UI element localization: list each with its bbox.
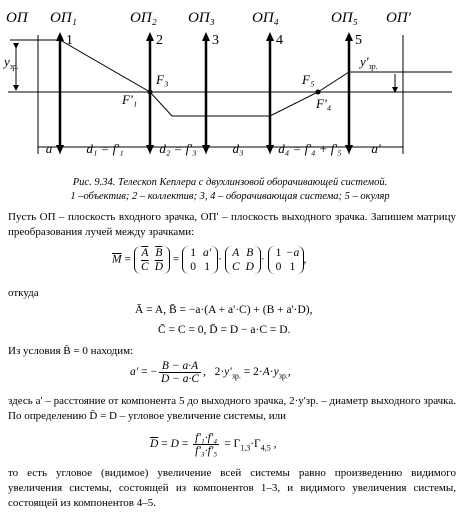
label-opprime: ОП' — [386, 10, 411, 26]
figure-caption-line2: 1 –объектив; 2 – коллектив; 3, 4 – оборачивающая система; 5 – окуляр — [70, 191, 390, 202]
equation-1: $\overline{M} = \overline{A}$ $\overline{B}$ $\overline{C}$ $\overline{D} = 1$ a' 0 1· A B C D· 1 −a 0 1, — [112, 247, 307, 273]
lens-arrowheads — [56, 32, 353, 154]
component-numbers — [66, 33, 362, 48]
label-op5: ОП₅ — [331, 10, 358, 26]
f1-point — [148, 90, 153, 95]
equation-3: C̄ = C = 0, D̄ = D − a·C = D. — [158, 324, 291, 336]
f5-label: F₅ — [302, 72, 315, 87]
svg-text:2: 2 — [156, 33, 163, 48]
ray-path — [10, 40, 452, 116]
equation-5: $\overline{D} = D$ = $\frac{\text{f'₁·f'₄}}{\text{f'₃·f'₅}}$ = $\Gamma_{1,3}\cdot\Gamma_{4,5}$ , — [150, 432, 277, 457]
f4p-label: F'₄ — [316, 96, 332, 111]
svg-text:5: 5 — [355, 33, 362, 48]
paragraph-1: Пусть ОП – плоскость входного зрачка, ОП' – плоскость выходного зрачка. Запишем матрицу преобразования лучей между зрачками: — [8, 211, 456, 238]
svg-text:1: 1 — [66, 33, 73, 48]
equation-4: a' = − $\frac{B - a\cdot A}{D - a\cdot C}$ , $2\cdot y'_{зр.} = 2\cdot A\cdot y_{зр.}$, — [130, 360, 291, 385]
svg-text:d₂ = f'₃: d₂ = f'₃ — [159, 141, 197, 156]
svg-text:a: a — [45, 141, 53, 156]
f3-label: F₃ — [156, 72, 169, 87]
label-op2: ОП₂ — [130, 10, 157, 26]
paragraph-2: откуда — [8, 287, 39, 299]
paragraph-4: здесь a' – расстояние от компонента 5 до выходного зрачка, 2·y'зр. – диаметр выходного зрачка. По определению D̄ = D – угловое увеличение системы, или — [8, 395, 456, 422]
lenses — [60, 38, 349, 148]
svg-text:3: 3 — [212, 33, 219, 48]
y-label: $y_{зр.}$ — [4, 54, 19, 71]
svg-text:d₃: d₃ — [232, 141, 244, 156]
paragraph-3: Из условия B̄ = 0 находим: — [8, 345, 134, 357]
label-op4: ОП₄ — [252, 10, 279, 26]
f1p-label: F'₁ — [122, 92, 138, 107]
yprime-label: $y'_{зр.}$ — [360, 54, 378, 71]
telescope-diagram — [0, 0, 460, 172]
paragraph-5: то есть угловое (видимое) увеличение всей системы равно произведению видимого увеличения системы, состоящей из компонентов 1–3, и видимого увеличения системы, состоящей из компонентов 4–5. — [8, 467, 456, 509]
svg-text:4: 4 — [276, 33, 283, 48]
figure-caption-line1: Рис. 9.34. Телескоп Кеплера с двухлинзовой оборачивающей системой. — [72, 177, 388, 188]
label-op1: ОП₁ — [50, 10, 77, 26]
dimension-labels — [46, 141, 381, 156]
svg-text:d₁ = f'₁: d₁ = f'₁ — [86, 141, 124, 156]
f5-point — [316, 90, 321, 95]
equation-2: Ā = A, B̄ = −a·(A + a'·C) + (B + a'·D), — [135, 304, 313, 316]
svg-text:d₄ = f'₄ + f'₅: d₄ = f'₄ + f'₅ — [278, 141, 342, 156]
svg-text:a': a' — [371, 141, 381, 156]
label-op3: ОП₃ — [188, 10, 215, 26]
plane-labels — [6, 10, 412, 26]
label-op: ОП — [6, 10, 28, 26]
